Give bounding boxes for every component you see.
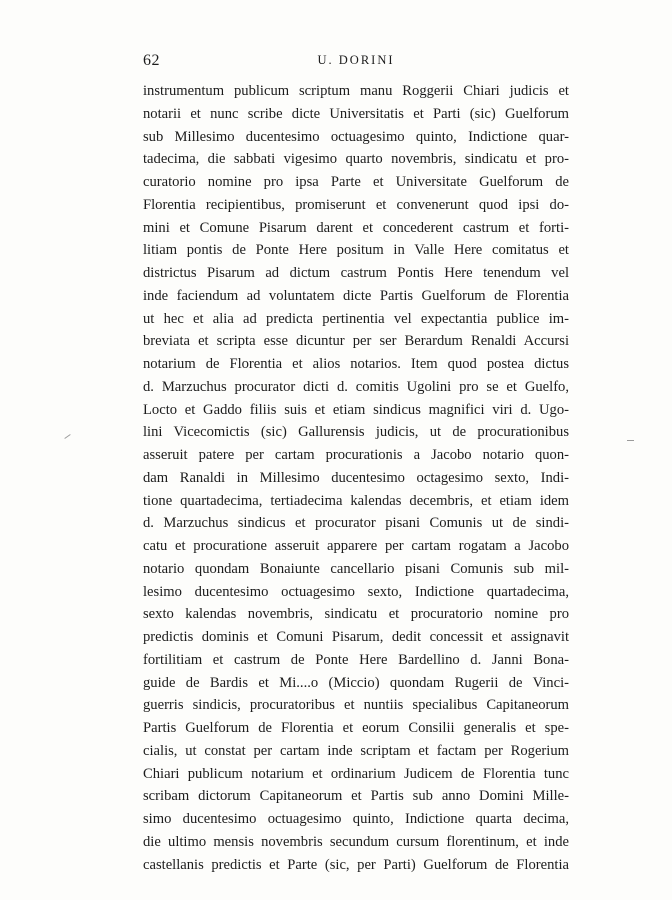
text-line: Partis Guelforum de Florentia et eorum Consilii generalis et spe- xyxy=(143,720,569,736)
body-text xyxy=(143,80,569,876)
text-line: sexto kalendas novembris, sindicatu et procuratorio nomine pro xyxy=(143,606,569,623)
running-head xyxy=(143,52,569,72)
page-number: 62 xyxy=(143,52,160,69)
text-line: d. Marzuchus sindicus et procurator pisani Comunis ut de sindi- xyxy=(143,515,569,532)
text-line: mini et Comune Pisarum darent et concederent castrum et forti- xyxy=(143,219,569,236)
text-line: asseruit patere per cartam procurationis a Jacobo notario quon- xyxy=(143,447,569,463)
text-line: scribam dictorum Capitaneorum et Partis sub anno Domini Mille- xyxy=(143,788,569,805)
text-line: guide de Bardis et Mi....o (Miccio) quondam Rugerii de Vinci- xyxy=(143,674,569,691)
text-line: notario quondam Bonaiunte cancellario pisani Comunis sub mil- xyxy=(143,560,569,577)
text-line: ut hec et alia ad predicta pertinentia vel expectantia publice im- xyxy=(143,310,569,327)
text-line: lini Vicecomictis (sic) Gallurensis judicis, ut de procurationibus xyxy=(143,424,569,441)
text-line: predictis dominis et Comuni Pisarum, dedit concessit et assignavit xyxy=(143,629,569,645)
text-line: Locto et Gaddo filiis suis et etiam sindicus magnifici viri d. Ugo- xyxy=(143,401,569,418)
text-line: breviata et scripta esse dicuntur per ser Berardum Renaldi Accursi xyxy=(143,333,569,350)
text-line: notarium de Florentia et alios notarios. Item quod postea dictus xyxy=(143,356,569,372)
text-line: curatorio nomine pro ipsa Parte et Universitate Guelforum de xyxy=(143,174,569,190)
text-line: Florentia recipientibus, promiserunt et convenerunt quod ipsi do- xyxy=(143,196,569,213)
text-line: Chiari publicum notarium et ordinarium Judicem de Florentia tunc xyxy=(143,765,569,782)
text-line: castellanis predictis et Parte (sic, per Parti) Guelforum de Florentia xyxy=(143,856,569,873)
text-line: litiam pontis de Ponte Here positum in Valle Here comitatus et xyxy=(143,242,569,259)
text-line: lesimo ducentesimo octuagesimo sexto, Indictione quartadecima, xyxy=(143,583,569,600)
text-line: instrumentum publicum scriptum manu Roggerii Chiari judicis et xyxy=(143,83,569,99)
text-line: d. Marzuchus procurator dicti d. comitis Ugolini pro se et Guelfo, xyxy=(143,378,569,395)
text-line: tione quartadecima, tertiadecima kalendas decembris, et etiam idem xyxy=(143,492,569,509)
text-line: die ultimo mensis novembris secundum cursum florentinum, et inde xyxy=(143,833,569,850)
text-line: districtus Pisarum ad dictum castrum Pontis Here tenendum vel xyxy=(143,265,569,281)
text-line: cialis, ut constat per cartam inde scriptam et factam per Rogerium xyxy=(143,742,569,759)
margin-tick-mark xyxy=(627,440,634,441)
text-line: tadecima, die sabbati vigesimo quarto novembris, sindicatu et pro- xyxy=(143,151,569,168)
text-line: fortilitiam et castrum de Ponte Here Bardellino d. Janni Bona- xyxy=(143,651,569,668)
text-line: guerris sindicis, procuratoribus et nuntiis specialibus Capitaneorum xyxy=(143,697,569,714)
text-line: simo ducentesimo octuagesimo quinto, Indictione quarta decima, xyxy=(143,811,569,827)
text-line: catu et procuratione asseruit apparere per cartam rogatam a Jacobo xyxy=(143,538,569,554)
running-title: U. DORINI xyxy=(317,53,395,67)
text-line: sub Millesimo ducentesimo octuagesimo quinto, Indictione quar- xyxy=(143,128,569,145)
text-line: dam Ranaldi in Millesimo ducentesimo octagesimo sexto, Indi- xyxy=(143,469,569,486)
text-line: notarii et nunc scribe dicte Universitatis et Parti (sic) Guelforum xyxy=(143,105,569,122)
text-line: inde faciendum ad voluntatem dicte Partis Guelforum de Florentia xyxy=(143,287,569,304)
margin-tick-mark xyxy=(64,434,70,439)
